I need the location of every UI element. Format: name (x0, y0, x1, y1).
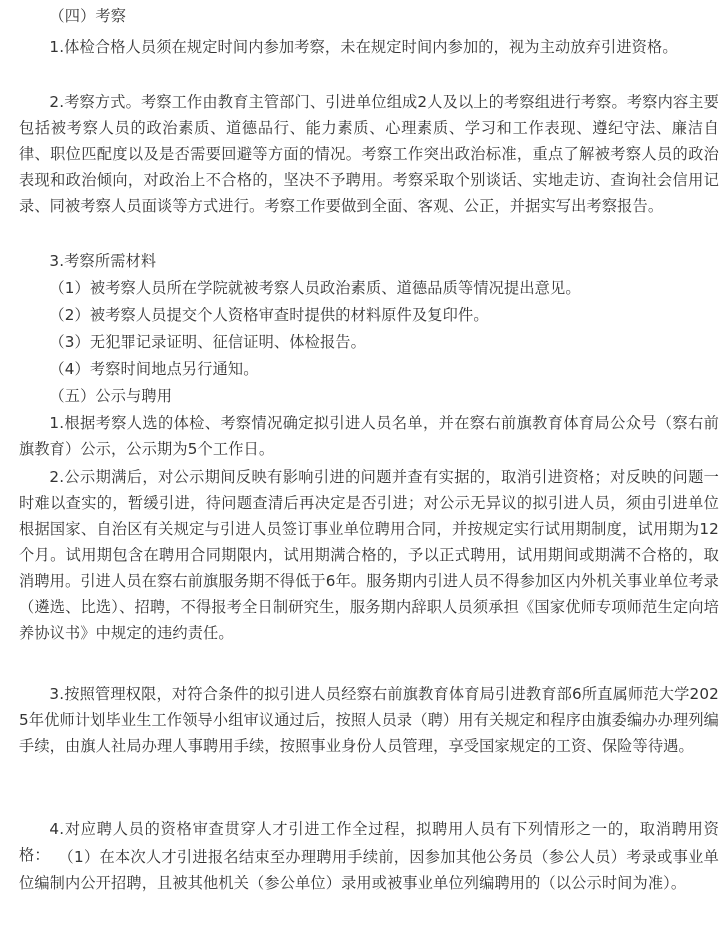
paragraph: 1.根据考察人选的体检、考察情况确定拟引进人员名单，并在察右前旗教育体育局公众号（察右前旗教育）公示，公示期为5个工作日。 (19, 414, 719, 458)
paragraph: 1.体检合格人员须在规定时间内参加考察，未在规定时间内参加的，视为主动放弃引进资格。 (49, 38, 678, 56)
list-item: （1）被考察人员所在学院就被考察人员政治素质、道德品质等情况提出意见。 (49, 279, 581, 297)
list-item: （4）考察时间地点另行通知。 (49, 360, 259, 378)
paragraph: 2.公示期满后，对公示期间反映有影响引进的问题并查有实据的，取消引进资格；对反映的问题一时难以查实的，暂缓引进，待问题查清后再决定是否引进；对公示无异议的拟引进人员，须由引进单位根据国家、自治区有关规定与引进人员签订事业单位聘用合同，并按规定实行试用期制度，试用期为12个月。试用期包含在聘用合同期限内，试用期满合格的，予以正式聘用，试用期间或期满不合格的，取消聘用。引进人员在察右前旗服务期不得低于6年。服务期内引进人员不得参加区内外机关事业单位考录（遴选、比选）、招聘，不得报考全日制研究生，服务期内辞职人员须承担《国家优师专项师范生定向培养协议书》中规定的违约责任。 (19, 468, 719, 642)
list-item: （2）被考察人员提交个人资格审查时提供的材料原件及复印件。 (49, 306, 489, 324)
list-item: （1）在本次人才引进报名结束至办理聘用手续前，因参加其他公务员（参公人员）考录或事业单位编制内公开招聘，且被其他机关（参公单位）录用或被事业单位列编聘用的（以公示时间为准）。 (19, 848, 719, 892)
list-item: （3）无犯罪记录证明、征信证明、体检报告。 (49, 333, 366, 351)
section-4-heading: （四）考察 (49, 7, 127, 25)
paragraph: 2.考察方式。考察工作由教育主管部门、引进单位组成2人及以上的考察组进行考察。考察内容主要包括被考察人员的政治素质、道德品行、能力素质、心理素质、学习和工作表现、遵纪守法、廉洁自律、职位匹配度以及是否需要回避等方面的情况。考察工作突出政治标准，重点了解被考察人员的政治表现和政治倾向，对政治上不合格的，坚决不予聘用。考察采取个别谈话、实地走访、查询社会信用记录、同被考察人员面谈等方式进行。考察工作要做到全面、客观、公正，并据实写出考察报告。 (19, 93, 719, 215)
paragraph-heading: 3.考察所需材料 (49, 252, 157, 270)
paragraph: 4.对应聘人员的资格审查贯穿人才引进工作全过程，拟聘用人员有下列情形之一的，取消聘用资格： (19, 820, 719, 864)
paragraph: 3.按照管理权限，对符合条件的拟引进人员经察右前旗教育体育局引进教育部6所直属师范大学2025年优师计划毕业生工作领导小组审议通过后，按照人员录（聘）用有关规定和程序由旗委编办办理列编手续，由旗人社局办理人事聘用手续，按照事业身份人员管理，享受国家规定的工资、保险等待遇。 (19, 685, 719, 755)
section-5-heading: （五）公示与聘用 (49, 387, 173, 405)
